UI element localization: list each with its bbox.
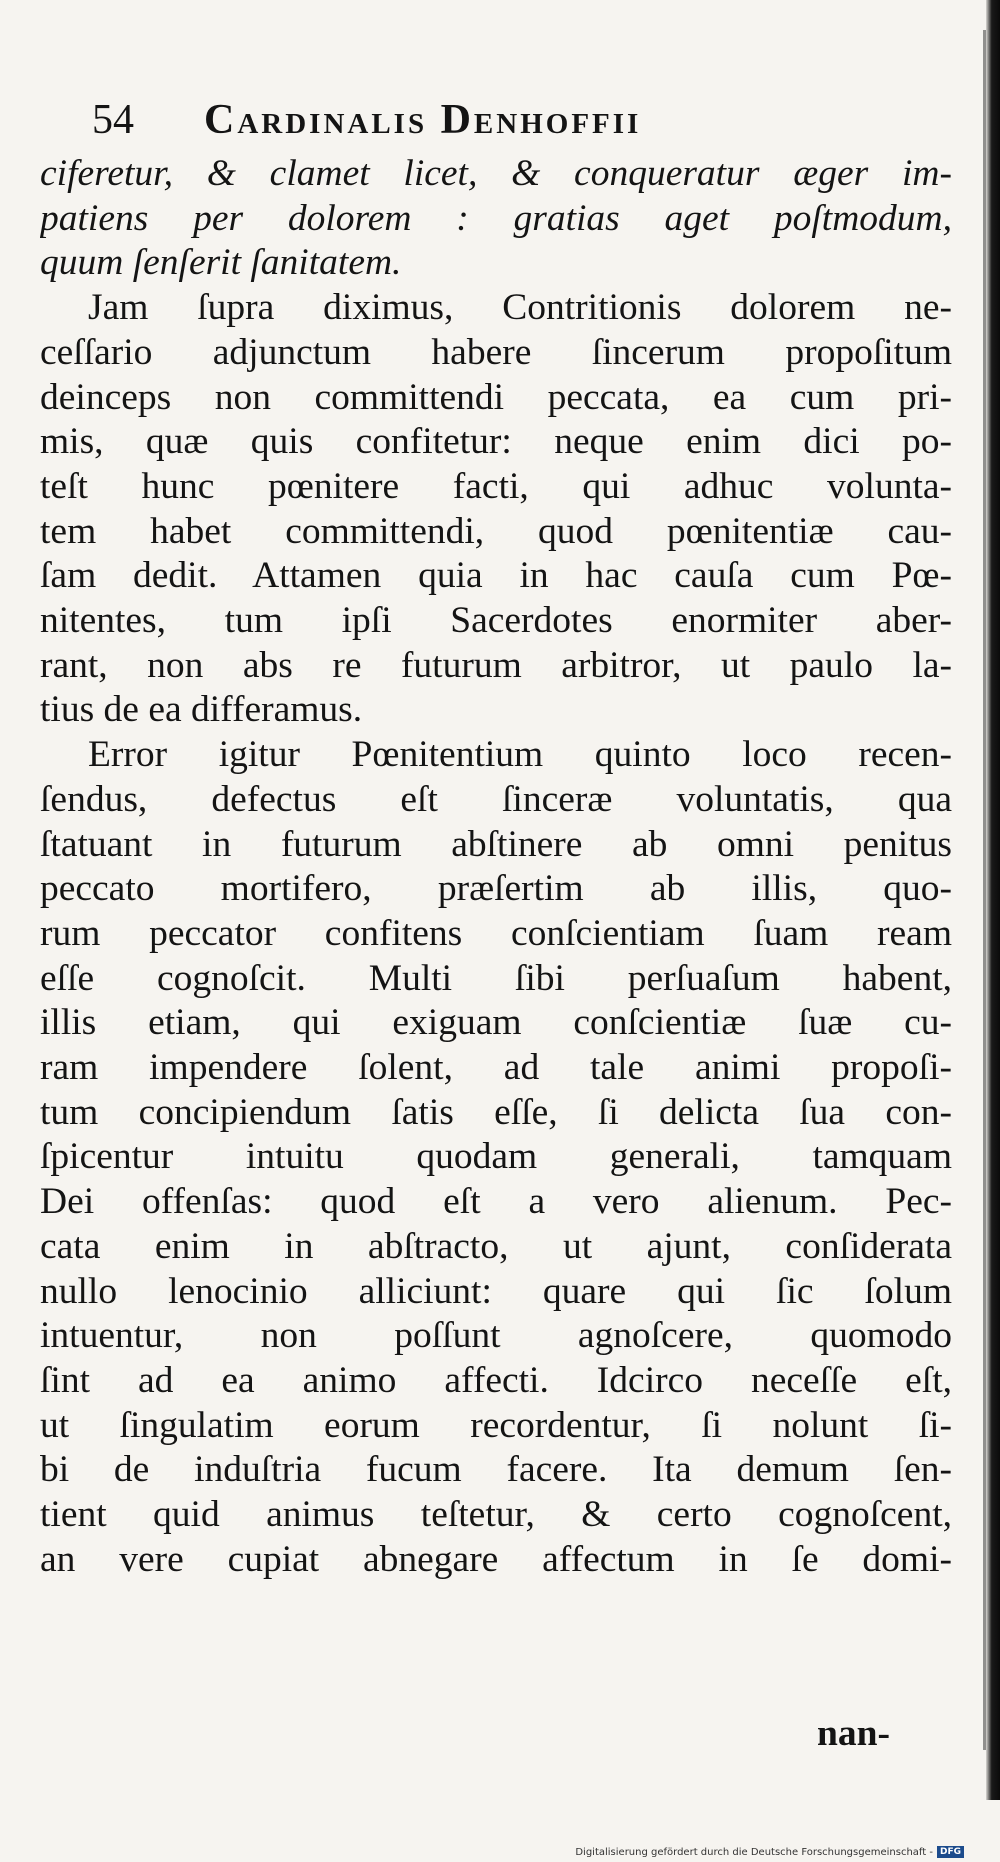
text-line: ſint ad ea animo affecti. Idcirco neceſſe eſt, (40, 1359, 952, 1401)
text-line: an vere cupiat abnegare affectum in ſe domi- (40, 1538, 952, 1580)
text-line: teſt hunc pœnitere facti, qui adhuc volunta- (40, 465, 952, 507)
catchword: nan- (817, 1713, 890, 1754)
text-line: ſtatuant in futurum abſtinere ab omni penitus (40, 823, 952, 865)
text-line: mis, quæ quis confitetur: neque enim dici po- (40, 421, 952, 463)
text-line: deinceps non committendi peccata, ea cum pri- (40, 376, 952, 418)
text-line: patiens per dolorem : gratias aget poſtmodum, (40, 197, 952, 239)
text-line: rum peccator confitens conſcientiam ſuam ream (40, 912, 952, 954)
text-line: illis etiam, qui exiguam conſcientiæ ſuæ cu- (40, 1002, 952, 1044)
credit-text: Digitalisierung gefördert durch die Deutsche Forschungsgemeinschaft - (575, 1846, 933, 1858)
page-shadow-line (983, 30, 986, 1750)
text-line: tient quid animus teſtetur, & certo cognoſcent, (40, 1494, 952, 1536)
text-line: intuentur, non poſſunt agnoſcere, quomodo (40, 1315, 952, 1357)
text-line: Jam ſupra diximus, Contritionis dolorem ne- (88, 287, 952, 329)
text-line: ſendus, defectus eſt ſinceræ voluntatis, qua (40, 778, 952, 820)
page-number: 54 (92, 97, 134, 143)
page-binding-edge (986, 0, 1000, 1800)
text-line: Dei offenſas: quod eſt a vero alienum. Pec- (40, 1181, 952, 1223)
text-line: cata enim in abſtracto, ut ajunt, conſiderata (40, 1225, 952, 1267)
paragraph-2 (40, 286, 952, 733)
text-line: peccato mortifero, præſertim ab illis, quo- (40, 868, 952, 910)
text-line: ram impendere ſolent, ad tale animi propoſi- (40, 1047, 952, 1089)
text-line: tum concipiendum ſatis eſſe, ſi delicta ſua con- (40, 1091, 952, 1133)
paragraph-1 (40, 152, 952, 286)
text-line: eſſe cognoſcit. Multi ſibi perſuaſum habent, (40, 957, 952, 999)
running-head: Cardinalis Denhoffii (204, 97, 642, 143)
text-line: quum ſenſerit ſanitatem. (40, 242, 402, 284)
text-line: Error igitur Pœnitentium quinto loco recen- (88, 734, 952, 776)
text-line: ſpicentur intuitu quodam generali, tamquam (40, 1136, 952, 1178)
dfg-logo: DFG (937, 1846, 964, 1858)
paragraph-3 (40, 733, 952, 1582)
text-line: nullo lenocinio alliciunt: quare qui ſic ſolum (40, 1270, 952, 1312)
text-line: bi de induſtria fucum facere. Ita demum ſen- (40, 1449, 952, 1491)
text-line: tius de ea differamus. (40, 689, 363, 731)
text-line: tem habet committendi, quod pœnitentiæ cau- (40, 510, 952, 552)
text-line: ciferetur, & clamet licet, & conqueratur æger im- (40, 153, 952, 194)
text-line: ceſſario adjunctum habere ſincerum propoſitum (40, 331, 952, 373)
text-line: ſam dedit. Attamen quia in hac cauſa cum Pœ- (40, 555, 952, 597)
body-text (40, 152, 952, 1583)
text-line: nitentes, tum ipſi Sacerdotes enormiter aber- (40, 600, 952, 642)
text-line: ut ſingulatim eorum recordentur, ſi nolunt ſi- (40, 1404, 952, 1446)
digitization-credit (575, 1846, 964, 1858)
text-line: rant, non abs re futurum arbitror, ut paulo la- (40, 644, 952, 686)
page-header (92, 92, 852, 148)
